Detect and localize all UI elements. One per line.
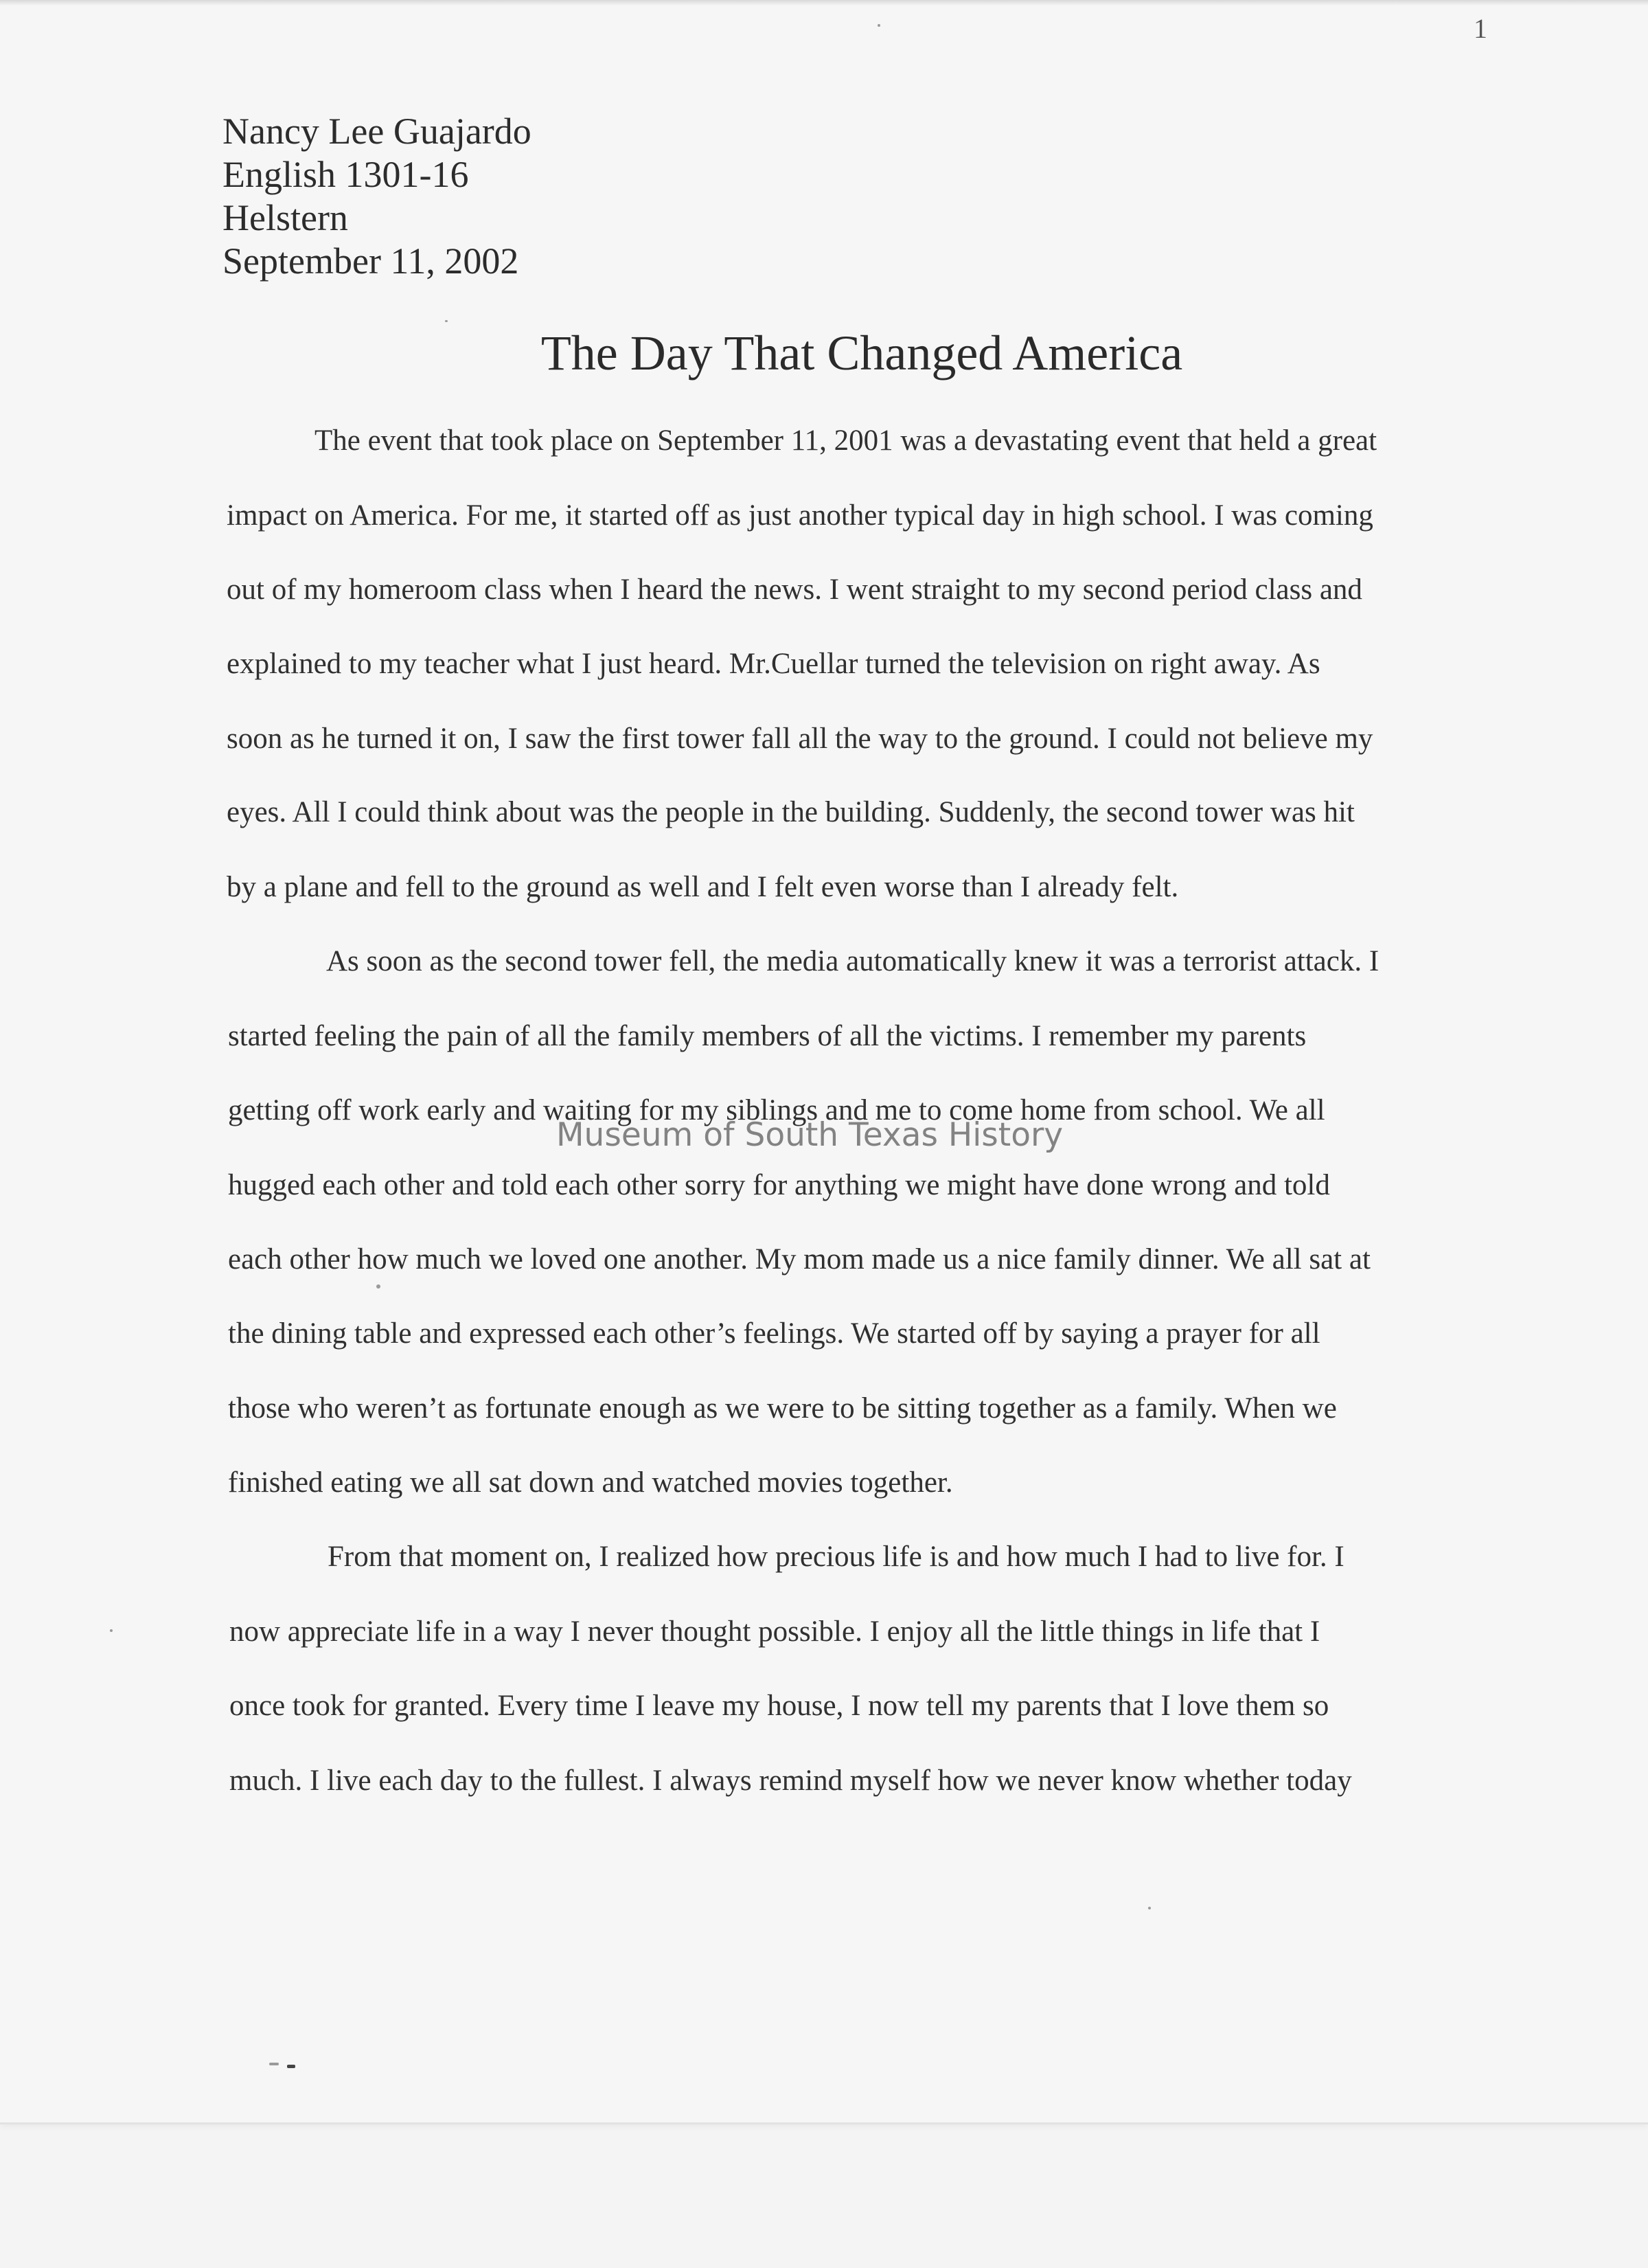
body-line: now appreciate life in a way I never thought possible. I enjoy all the little things in life that I	[229, 1615, 1320, 1648]
body-line: those who weren’t as fortunate enough as we were to be sitting together as a family. When we	[228, 1392, 1337, 1425]
body-line: out of my homeroom class when I heard the news. I went straight to my second period class and	[227, 574, 1362, 606]
scan-speck	[287, 2065, 295, 2068]
body-line: explained to my teacher what I just heard. Mr.Cuellar turned the television on right away. As	[227, 648, 1320, 680]
body-line: the dining table and expressed each other’s feelings. We started off by saying a prayer for all	[228, 1317, 1320, 1350]
essay-title: The Day That Changed America	[540, 326, 1183, 381]
body-line: getting off work early and waiting for my siblings and me to come home from school. We all	[228, 1094, 1325, 1126]
body-line: impact on America. For me, it started off as just another typical day in high school. I was coming	[227, 499, 1373, 532]
scan-speck	[1148, 1907, 1151, 1909]
course-name: English 1301-16	[222, 154, 469, 195]
page-number: 1	[1474, 13, 1487, 44]
essay-date: September 11, 2002	[222, 240, 519, 282]
essay-header	[222, 110, 531, 283]
body-line: finished eating we all sat down and watched movies together.	[228, 1466, 953, 1499]
scan-speck	[878, 24, 880, 27]
body-line: once took for granted. Every time I leave my house, I now tell my parents that I love them so	[229, 1690, 1329, 1722]
instructor-name: Helstern	[222, 197, 348, 238]
body-line: hugged each other and told each other sorry for anything we might have done wrong and told	[228, 1169, 1330, 1201]
body-line: As soon as the second tower fell, the media automatically knew it was a terrorist attack. I	[326, 945, 1380, 977]
museum-watermark: Museum of South Texas History	[556, 1116, 1064, 1154]
body-line: soon as he turned it on, I saw the first tower fall all the way to the ground. I could not believe my	[227, 723, 1373, 755]
body-line: The event that took place on September 11, 2001 was a devastating event that held a great	[314, 424, 1377, 457]
scan-speck	[445, 320, 448, 322]
body-line: eyes. All I could think about was the people in the building. Suddenly, the second tower was hit	[227, 796, 1355, 828]
body-line: much. I live each day to the fullest. I always remind myself how we never know whether today	[229, 1765, 1352, 1797]
body-line: started feeling the pain of all the family members of all the victims. I remember my parents	[228, 1020, 1307, 1052]
body-line: each other how much we loved one another. My mom made us a nice family dinner. We all sat at	[228, 1243, 1371, 1275]
scan-speck	[269, 2063, 279, 2065]
author-name: Nancy Lee Guajardo	[222, 111, 531, 152]
scan-speck	[376, 1284, 380, 1289]
page-top-edge	[0, 0, 1648, 5]
body-line: by a plane and fell to the ground as well and I felt even worse than I already felt.	[227, 871, 1179, 903]
scan-speck	[110, 1629, 113, 1632]
body-line: From that moment on, I realized how precious life is and how much I had to live for. I	[328, 1541, 1344, 1573]
